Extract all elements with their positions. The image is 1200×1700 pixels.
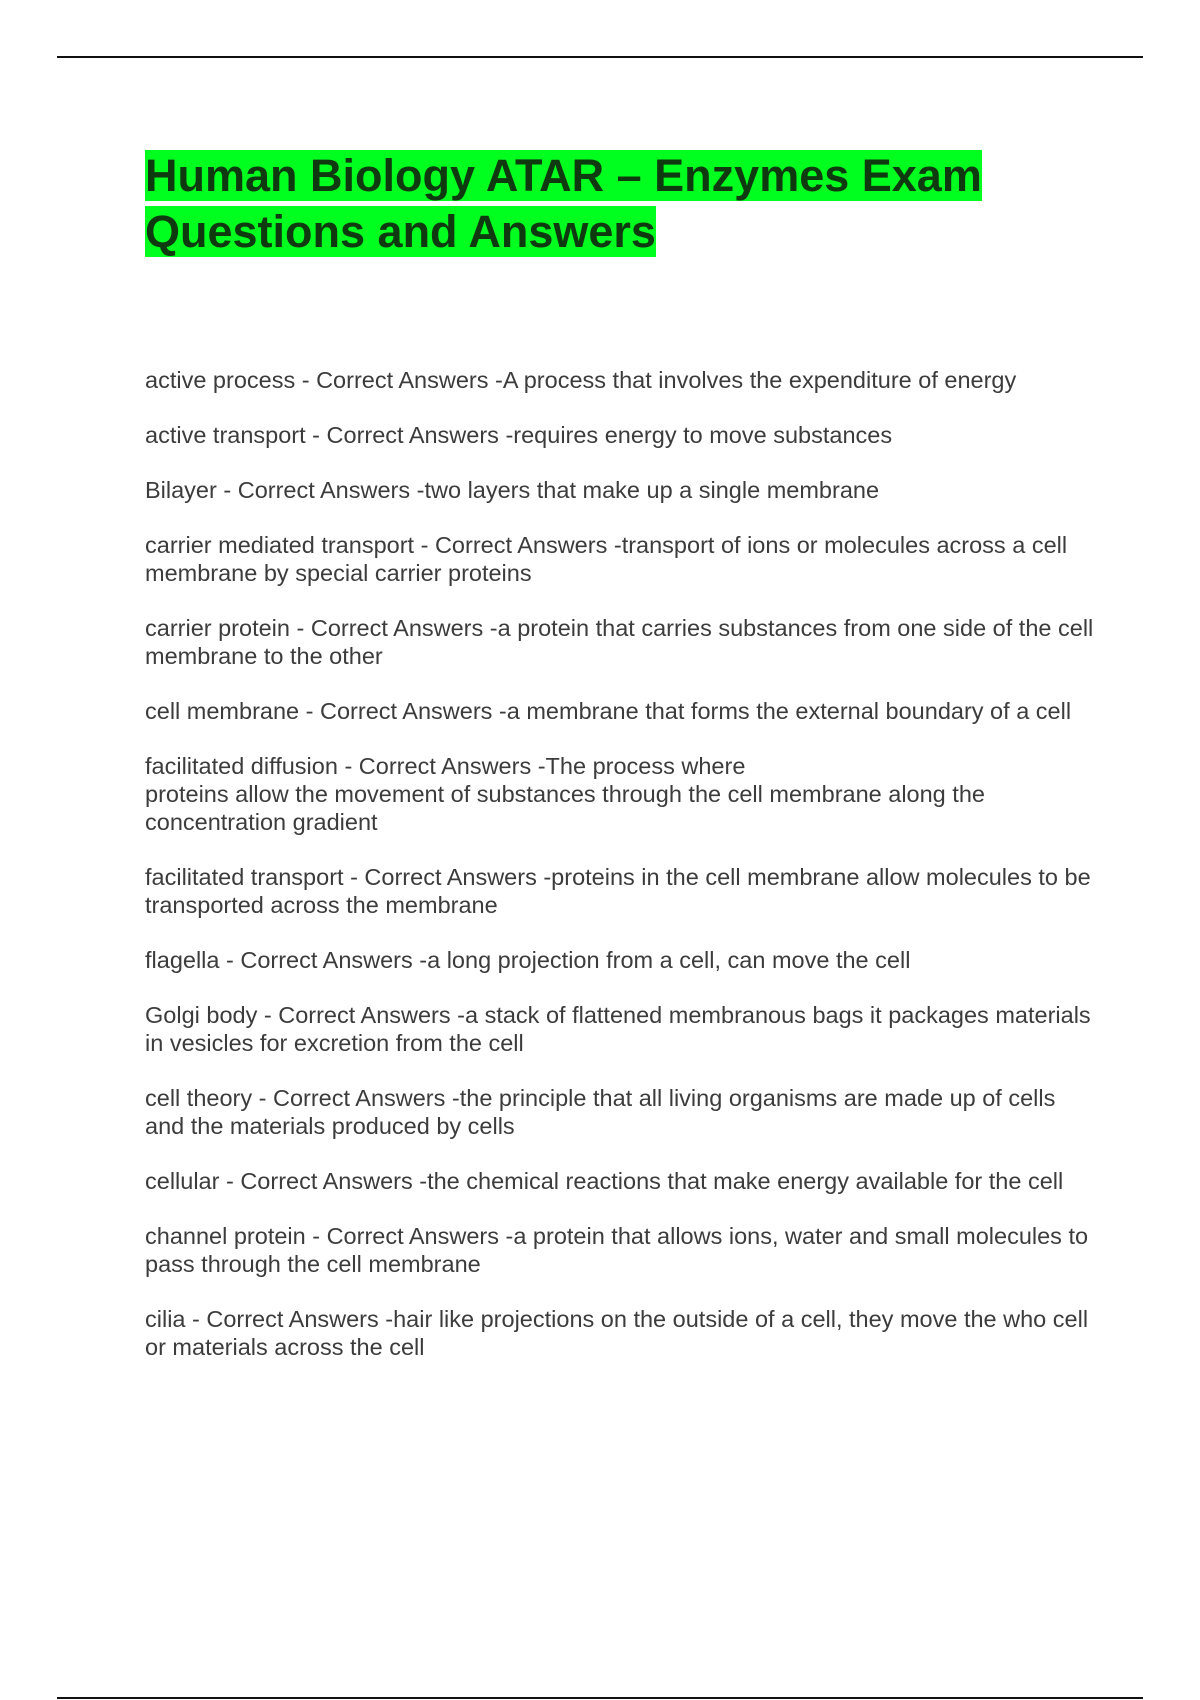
entry-separator: - Correct Answers - bbox=[185, 1306, 394, 1332]
entry-answer: a protein that carries substances from one side of the cell membrane to the other bbox=[145, 615, 1094, 669]
entry-separator: - Correct Answers - bbox=[343, 864, 552, 890]
qa-entry bbox=[145, 946, 1095, 974]
qa-entry bbox=[145, 863, 1095, 919]
entry-term: carrier mediated transport bbox=[145, 532, 415, 558]
qa-entry bbox=[145, 1084, 1095, 1140]
entry-answer: a stack of flattened membranous bags it packages materials in vesicles for excretion from the cell bbox=[145, 1002, 1091, 1056]
entry-answer: The process where proteins allow the movement of substances through the cell membrane along the concentration gradient bbox=[145, 753, 985, 835]
qa-entry bbox=[145, 421, 1095, 449]
qa-entry bbox=[145, 752, 1095, 836]
entry-term: cellular bbox=[145, 1168, 220, 1194]
entry-separator: - Correct Answers - bbox=[257, 1002, 465, 1028]
qa-entry bbox=[145, 614, 1095, 670]
entry-separator: - Correct Answers - bbox=[305, 422, 514, 448]
entry-separator: - Correct Answers - bbox=[252, 1085, 460, 1111]
entry-term: cell theory bbox=[145, 1085, 253, 1111]
entry-answer: hair like projections on the outside of a cell, they move the who cell or materials across the cell bbox=[145, 1306, 1089, 1360]
entry-term: active process bbox=[145, 367, 296, 393]
entry-term: channel protein bbox=[145, 1223, 306, 1249]
entry-separator: - Correct Answers - bbox=[299, 698, 507, 724]
entry-term: carrier protein bbox=[145, 615, 290, 641]
entry-term: cilia bbox=[145, 1306, 186, 1332]
qa-entry bbox=[145, 366, 1095, 394]
entry-term: Bilayer bbox=[145, 477, 217, 503]
qa-entry bbox=[145, 1167, 1095, 1195]
qa-list bbox=[145, 366, 1095, 1388]
entry-answer: a protein that allows ions, water and small molecules to pass through the cell membrane bbox=[145, 1223, 1089, 1277]
entry-term: Golgi body bbox=[145, 1002, 258, 1028]
entry-answer: A process that involves the expenditure of energy bbox=[502, 367, 1017, 393]
qa-entry bbox=[145, 1222, 1095, 1278]
entry-term: flagella bbox=[145, 947, 220, 973]
entry-answer: the chemical reactions that make energy available for the cell bbox=[427, 1168, 1064, 1194]
qa-entry bbox=[145, 1305, 1095, 1361]
title-highlight: Human Biology ATAR – Enzymes Exam Questions and Answers bbox=[145, 150, 982, 257]
entry-term: active transport bbox=[145, 422, 306, 448]
entry-answer: a membrane that forms the external boundary of a cell bbox=[506, 698, 1072, 724]
entry-answer: transport of ions or molecules across a cell membrane by special carrier proteins bbox=[145, 532, 1068, 586]
entry-separator: - Correct Answers - bbox=[219, 947, 428, 973]
entry-answer: a long projection from a cell, can move the cell bbox=[427, 947, 911, 973]
entry-separator: - Correct Answers - bbox=[295, 367, 503, 393]
entry-term: facilitated diffusion bbox=[145, 753, 338, 779]
entry-separator: - Correct Answers - bbox=[305, 1223, 514, 1249]
entry-separator: - Correct Answers - bbox=[219, 1168, 428, 1194]
qa-entry bbox=[145, 531, 1095, 587]
entry-answer: the principle that all living organisms are made up of cells and the materials produced by cells bbox=[145, 1085, 1056, 1139]
entry-term: cell membrane bbox=[145, 698, 300, 724]
top-rule bbox=[57, 56, 1143, 58]
entry-separator: - Correct Answers - bbox=[337, 753, 546, 779]
qa-entry bbox=[145, 1001, 1095, 1057]
entry-separator: - Correct Answers - bbox=[414, 532, 622, 558]
document-title bbox=[145, 148, 1085, 260]
bottom-rule bbox=[57, 1697, 1143, 1699]
qa-entry bbox=[145, 476, 1095, 504]
entry-separator: - Correct Answers - bbox=[216, 477, 425, 503]
entry-separator: - Correct Answers - bbox=[289, 615, 498, 641]
entry-answer: two layers that make up a single membrane bbox=[424, 477, 880, 503]
entry-answer: requires energy to move substances bbox=[513, 422, 893, 448]
qa-entry bbox=[145, 697, 1095, 725]
entry-term: facilitated transport bbox=[145, 864, 344, 890]
entry-answer: proteins in the cell membrane allow molecules to be transported across the membrane bbox=[145, 864, 1091, 918]
